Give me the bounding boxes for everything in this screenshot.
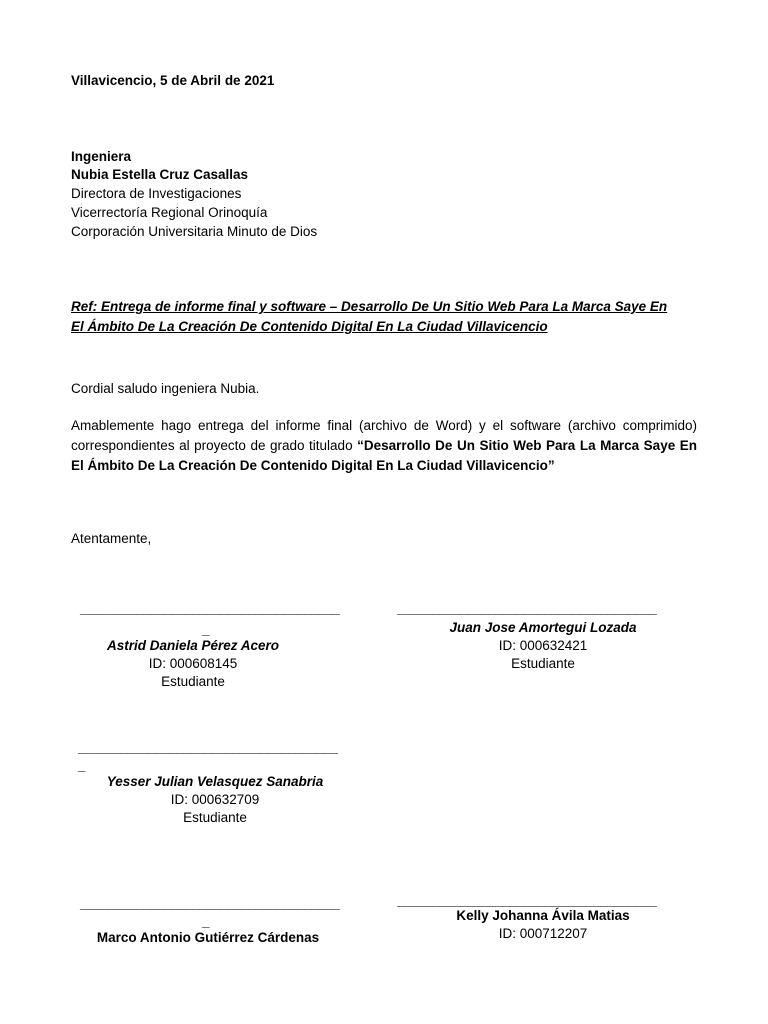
signer-name: Astrid Daniela Pérez Acero xyxy=(106,638,280,653)
signature-line-tail: _ xyxy=(202,622,210,637)
reference-line xyxy=(71,297,697,337)
date-line: Villavicencio, 5 de Abril de 2021 xyxy=(71,73,275,88)
closing: Atentamente, xyxy=(71,531,152,546)
signature-block-2 xyxy=(433,619,653,673)
signature-block-3 xyxy=(92,773,338,827)
recipient-title: Ingeniera xyxy=(71,149,132,164)
reference-line-1: Ref: Entrega de informe final y software – Desarrollo De Un Sitio Web Para La Marca Saye En xyxy=(71,299,668,314)
signer-id: ID: 000608145 xyxy=(148,656,238,671)
recipient-position: Directora de Investigaciones xyxy=(71,186,242,201)
signer-role: Estudiante xyxy=(161,674,225,689)
reference-line-2: El Ámbito De La Creación De Contenido Digital En La Ciudad Villavicencio xyxy=(71,319,548,334)
signer-role: Estudiante xyxy=(511,656,575,671)
signer-name: Juan Jose Amortegui Lozada xyxy=(449,620,637,635)
signer-id: ID: 000632421 xyxy=(498,638,588,653)
signer-name: Yesser Julian Velasquez Sanabria xyxy=(106,774,324,789)
greeting: Cordial saludo ingeniera Nubia. xyxy=(71,381,260,396)
signer-id: ID: 000632709 xyxy=(170,792,260,807)
signature-block-1 xyxy=(92,637,294,691)
signature-line: _____________________________________ xyxy=(80,896,340,911)
signature-block-4 xyxy=(76,929,340,947)
signature-line: _____________________________________ xyxy=(78,740,338,755)
signature-line: _____________________________________ xyxy=(397,601,657,616)
body-paragraph xyxy=(71,416,697,476)
signer-role: Estudiante xyxy=(183,810,247,825)
body-intro: Amablemente hago entrega del informe final (archivo de Word) y el software (archivo comprimido) correspondientes al proyecto de grado titulado xyxy=(71,418,697,453)
project-title: “Desarrollo De Un Sitio Web Para La Marca Saye En El Ámbito De La Creación De Contenido Digital En La Ciudad Villavicencio” xyxy=(71,438,697,473)
signature-line: _____________________________________ xyxy=(80,601,340,616)
recipient-institution: Corporación Universitaria Minuto de Dios xyxy=(71,224,318,239)
recipient-unit: Vicerrectoría Regional Orinoquía xyxy=(71,205,268,220)
signature-line: _____________________________________ xyxy=(397,893,657,908)
signature-block-5 xyxy=(433,907,653,943)
signature-line-tail: _ xyxy=(202,914,210,929)
signer-name: Marco Antonio Gutiérrez Cárdenas xyxy=(96,930,320,945)
signer-id: ID: 000712207 xyxy=(498,926,588,941)
recipient-name: Nubia Estella Cruz Casallas xyxy=(71,167,249,182)
signer-name: Kelly Johanna Ávila Matias xyxy=(456,908,630,923)
signature-line-tail: _ xyxy=(78,758,86,773)
